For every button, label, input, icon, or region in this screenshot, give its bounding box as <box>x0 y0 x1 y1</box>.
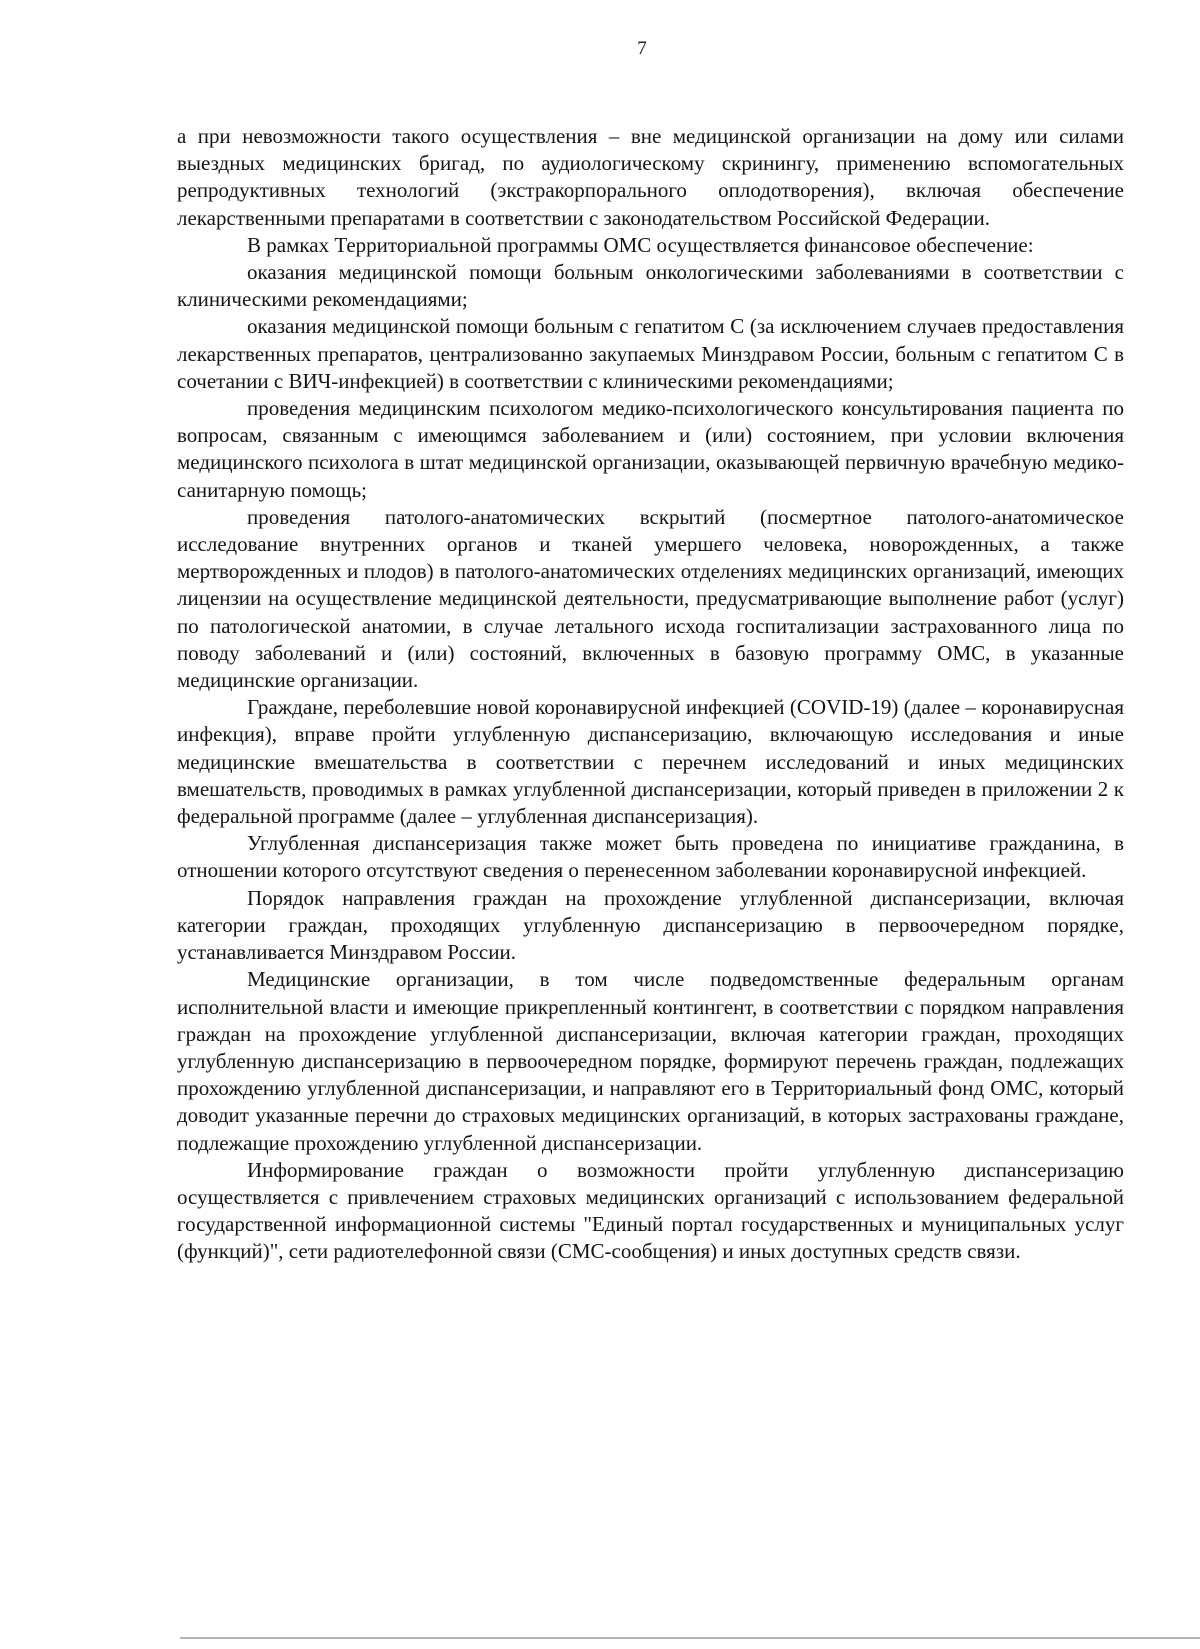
document-body <box>177 123 1124 1266</box>
paragraph-financing-intro: В рамках Территориальной программы ОМС осуществляется финансовое обеспечение: <box>247 232 1034 257</box>
scan-bottom-edge <box>180 1637 1200 1639</box>
paragraph-informing: Информирование граждан о возможности пройти углубленную диспансеризацию осуществляется с привлечением страховых медицинских организаций с использованием федеральной государственной информационной системы "Единый портал государственных и муниципальных услуг (функций)", сети радиотелефонной связи (СМС-сообщения) и иных доступных средств связи. <box>177 1157 1124 1264</box>
paragraph-continuation: а при невозможности такого осуществления – вне медицинской организации на дому или силами выездных медицинских бригад, по аудиологическому скринингу, применению вспомогательных репродуктивных технологий (экстракорпорального оплодотворения), включая обеспечение лекарственными препаратами в соответствии с законодательством Российской Федерации. <box>177 124 1124 230</box>
paragraph-autopsy: проведения патолого-анатомических вскрытий (посмертное патолого-анатомическое исследование внутренних органов и тканей умершего человека, новорожденных, а также мертворожденных и плодов) в патолого-анатомических отделениях медицинских организаций, имеющих лицензии на осуществление медицинской деятельности, предусматривающие выполнение работ (услуг) по патологической анатомии, в случае летального исхода госпитализации застрахованного лица по поводу заболеваний и (или) состояний, включенных в базовую программу ОМС, в указанные медицинские организации. <box>177 504 1124 693</box>
paragraph-oncology: оказания медицинской помощи больным онкологическими заболеваниями в соответствии с клиническими рекомендациями; <box>177 260 1124 312</box>
paragraph-medical-organizations: Медицинские организации, в том числе подведомственные федеральным органам исполнительной власти и имеющие прикрепленный контингент, в соответствии с порядком направления граждан на прохождение углубленной диспансеризации, включая категории граждан, проходящих углубленную диспансеризацию в первоочередном порядке, формируют перечень граждан, подлежащих прохождению углубленной диспансеризации, и направляют его в Территориальный фонд ОМС, который доводит указанные перечни до страховых медицинских организаций, в которых застрахованы граждане, подлежащие прохождению углубленной диспансеризации. <box>177 967 1124 1155</box>
paragraph-covid-dispensary: Граждане, переболевшие новой коронавирусной инфекцией (COVID-19) (далее – коронавирусная инфекция), вправе пройти углубленную диспансеризацию, включающую исследования и иные медицинские вмешательства в соответствии с перечнем исследований и иных медицинских вмешательств, проводимых в рамках углубленной диспансеризации, который приведен в приложении 2 к федеральной программе (далее – углубленная диспансеризация). <box>177 695 1124 829</box>
paragraph-psychologist: проведения медицинским психологом медико-психологического консультирования пациента по вопросам, связанным с имеющимся заболеванием и (или) состоянием, при условии включения медицинского психолога в штат медицинской организации, оказывающей первичную врачебную медико-санитарную помощь; <box>177 396 1124 502</box>
page-number: 7 <box>637 38 647 59</box>
paragraph-referral-procedure: Порядок направления граждан на прохождение углубленной диспансеризации, включая категории граждан, проходящих углубленную диспансеризацию в первоочередном порядке, устанавливается Минздравом России. <box>177 885 1124 965</box>
paragraph-initiative: Углубленная диспансеризация также может быть проведена по инициативе гражданина, в отношении которого отсутствуют сведения о перенесенном заболевании коронавирусной инфекцией. <box>177 831 1124 883</box>
paragraph-hepatitis-c: оказания медицинской помощи больным с гепатитом С (за исключением случаев предоставления лекарственных препаратов, централизованно закупаемых Минздравом России, больным с гепатитом С в сочетании с ВИЧ-инфекцией) в соответствии с клиническими рекомендациями; <box>177 314 1124 393</box>
